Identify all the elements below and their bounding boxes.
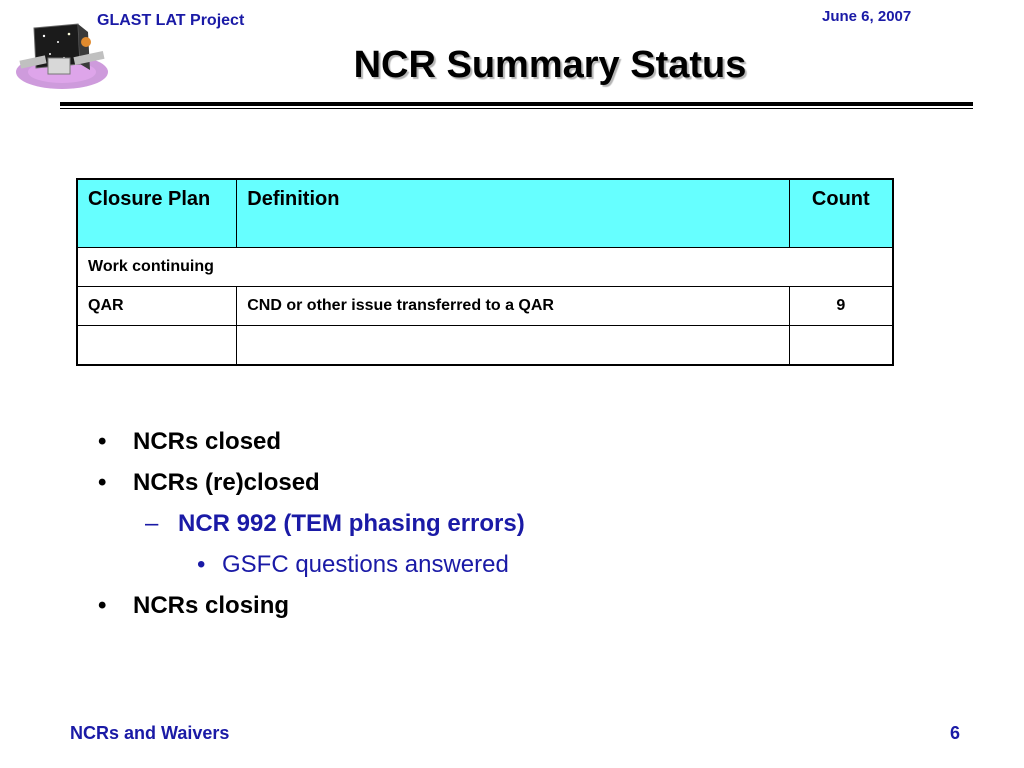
table-header-row (77, 179, 893, 248)
cell-definition: CND or other issue transferred to a QAR (237, 287, 789, 326)
cell-count: 9 (789, 287, 893, 326)
cell-count (789, 326, 893, 366)
bullet-text: NCRs (re)closed (133, 469, 320, 496)
header-count: Count (789, 179, 893, 248)
cell-closure-plan: QAR (77, 287, 237, 326)
project-name: GLAST LAT Project (97, 12, 245, 29)
bullet-item (98, 428, 282, 456)
sub-sub-bullet-text: GSFC questions answered (222, 551, 509, 578)
footer-section-title: NCRs and Waivers (70, 723, 230, 743)
bullet-item (98, 592, 290, 620)
title-divider-thin (60, 108, 973, 109)
page-title: NCR Summary Status (353, 44, 747, 86)
bullet-text: NCRs closed (133, 428, 282, 455)
sub-bullet-item (145, 510, 525, 538)
cell-definition (237, 326, 789, 366)
table-section-row (77, 248, 893, 287)
bullet-mark: • (197, 551, 206, 578)
bullet-text: NCRs closing (133, 592, 290, 619)
ncr-summary-table (76, 178, 894, 366)
cell-closure-plan (77, 326, 237, 366)
section-label: Work continuing (77, 248, 893, 287)
header-definition: Definition (237, 179, 789, 248)
date-label: June 6, 2007 (822, 8, 912, 25)
bullet-item (98, 469, 320, 497)
sub-sub-bullet-item (197, 551, 509, 579)
bullet-mark: • (98, 592, 107, 619)
table-row (77, 326, 893, 366)
title-divider (60, 102, 973, 106)
header-closure-plan: Closure Plan (77, 179, 237, 248)
table-row (77, 287, 893, 326)
bullet-mark: • (98, 469, 107, 496)
sub-bullet-text: NCR 992 (TEM phasing errors) (178, 510, 525, 537)
bullet-mark: • (98, 428, 107, 455)
dash-mark: – (145, 510, 159, 537)
page-number: 6 (950, 723, 961, 743)
